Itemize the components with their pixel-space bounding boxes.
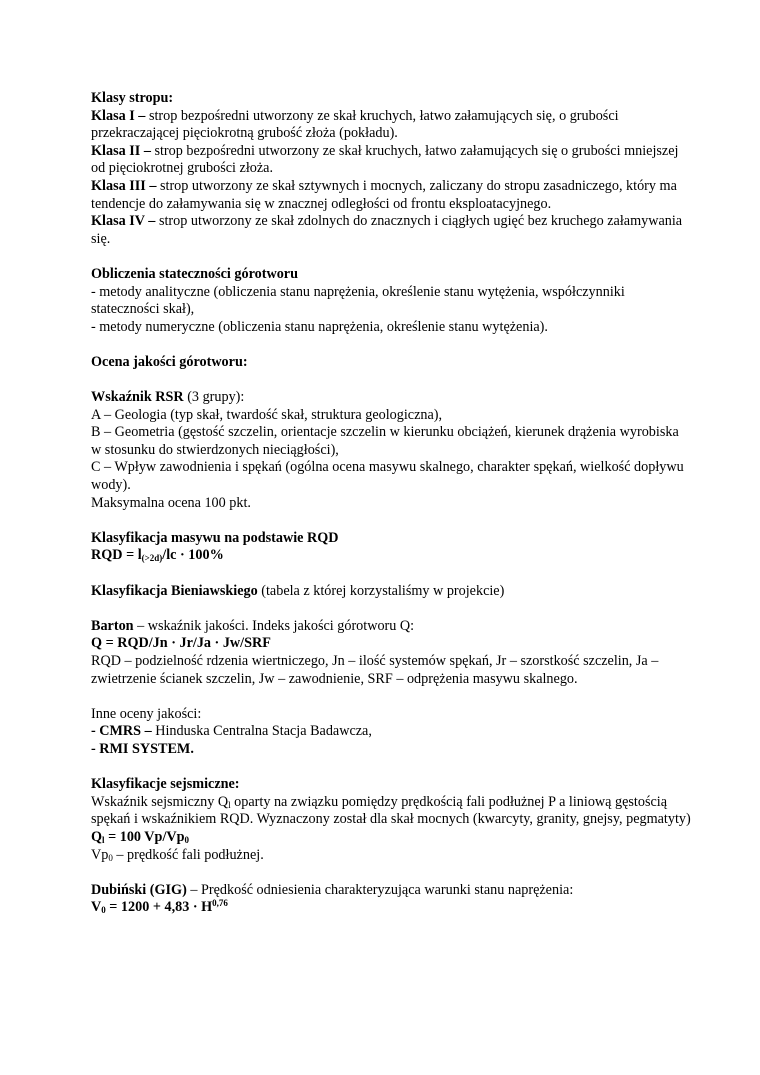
obliczenia-line-1: - metody analityczne (obliczenia stanu naprężenia, określenie stanu wytężenia, współczynniki stateczności skał), xyxy=(91,283,625,318)
barton-formula: Q = RQD/Jn · Jr/Ja · Jw/SRF xyxy=(91,635,271,652)
rsr-heading: Wskaźnik RSR (3 grupy): xyxy=(91,389,245,406)
inne-cmrs: - CMRS – Hinduska Centralna Stacja Badawcza, xyxy=(91,723,372,740)
ocena-heading: Ocena jakości górotworu: xyxy=(91,353,248,370)
barton-description: RQD – podzielność rdzenia wiertniczego, Jn – ilość systemów spękań, Jr – szorstkość szczelin, Ja – zwietrzenie ścianek szczelin, Jw – zawodnienie, SRF – odprężenia masywu skalnego. xyxy=(91,653,659,687)
document-page xyxy=(91,90,691,917)
klasa-1: Klasa I – strop bezpośredni utworzony ze skał kruchych, łatwo załamujących się, o grubości przekraczającej pięciokrotną grubość złoża (pokładu). xyxy=(91,107,619,142)
inne-intro: Inne oceny jakości: xyxy=(91,705,202,722)
sejsmiczne-formula: $Q_l = 100$ $Vp/Vp_0$ xyxy=(91,828,190,845)
dubinski-line: Dubiński (GIG) – Prędkość odniesienia charakteryzująca warunki stanu naprężenia: xyxy=(91,881,574,898)
klasa-3: Klasa III – strop utworzony ze skał sztywnych i mocnych, zaliczany do stropu zasadniczego, który ma tendencje do załamywania się w znacznej odległości od frontu eksploatacyjnego. xyxy=(91,177,677,212)
sejsmiczne-heading: Klasyfikacje sejsmiczne: xyxy=(91,776,240,793)
klasa-2: Klasa II – strop bezpośredni utworzony ze skał kruchych, łatwo załamujących się o grubości mniejszej od pięciokrotnej grubości złoża. xyxy=(91,142,679,177)
sejsmiczne-note: $Vp_0$ – prędkość fali podłużnej. xyxy=(91,846,264,863)
klasy-stropu-heading: Klasy stropu: xyxy=(91,90,174,106)
barton-line: Barton – wskaźnik jakości. Indeks jakości górotworu Q: xyxy=(91,617,415,634)
inne-rmi: - RMI SYSTEM. xyxy=(91,740,194,757)
dubinski-formula: $V_0 = 1200 + 4,83 \cdot H^{0,76}$ xyxy=(91,898,228,916)
rqd-heading: Klasyfikacja masywu na podstawie RQD xyxy=(91,529,339,546)
obliczenia-heading: Obliczenia stateczności górotworu xyxy=(91,265,298,282)
rqd-formula: RQD = $l_{(>2d)}/lc \cdot 100\%$ xyxy=(91,547,224,564)
rsr-line-c: C – Wpływ zawodnienia i spękań (ogólna ocena masywu skalnego, charakter spękań, wielkość dopływu wody). xyxy=(91,459,684,494)
rsr-line-a: A – Geologia (typ skał, twardość skał, struktura geologiczna), xyxy=(91,406,443,423)
bieniawski-line: Klasyfikacja Bieniawskiego (tabela z której korzystaliśmy w projekcie) xyxy=(91,582,505,599)
obliczenia-line-2: - metody numeryczne (obliczenia stanu naprężenia, określenie stanu wytężenia). xyxy=(91,318,548,335)
klasa-4: Klasa IV – strop utworzony ze skał zdolnych do znacznych i ciągłych ugięć bez kruchego załamywania się. xyxy=(91,213,683,247)
rsr-line-b: B – Geometria (gęstość szczelin, orientacje szczelin w kierunku obciążeń, kierunek drążenia wyrobiska w stosunku do stwierdzonych nieciągłości), xyxy=(91,424,679,458)
sejsmiczne-description: Wskaźnik sejsmiczny $Q_l$ oparty na związku pomiędzy prędkością fali podłużnej P a liniową gęstością spękań i wskaźnikiem RQD. Wyznaczony został dla skał mocnych (kwarcyty, granity, gnejsy, pegmatyty) xyxy=(91,793,691,828)
rsr-max: Maksymalna ocena 100 pkt. xyxy=(91,494,251,511)
